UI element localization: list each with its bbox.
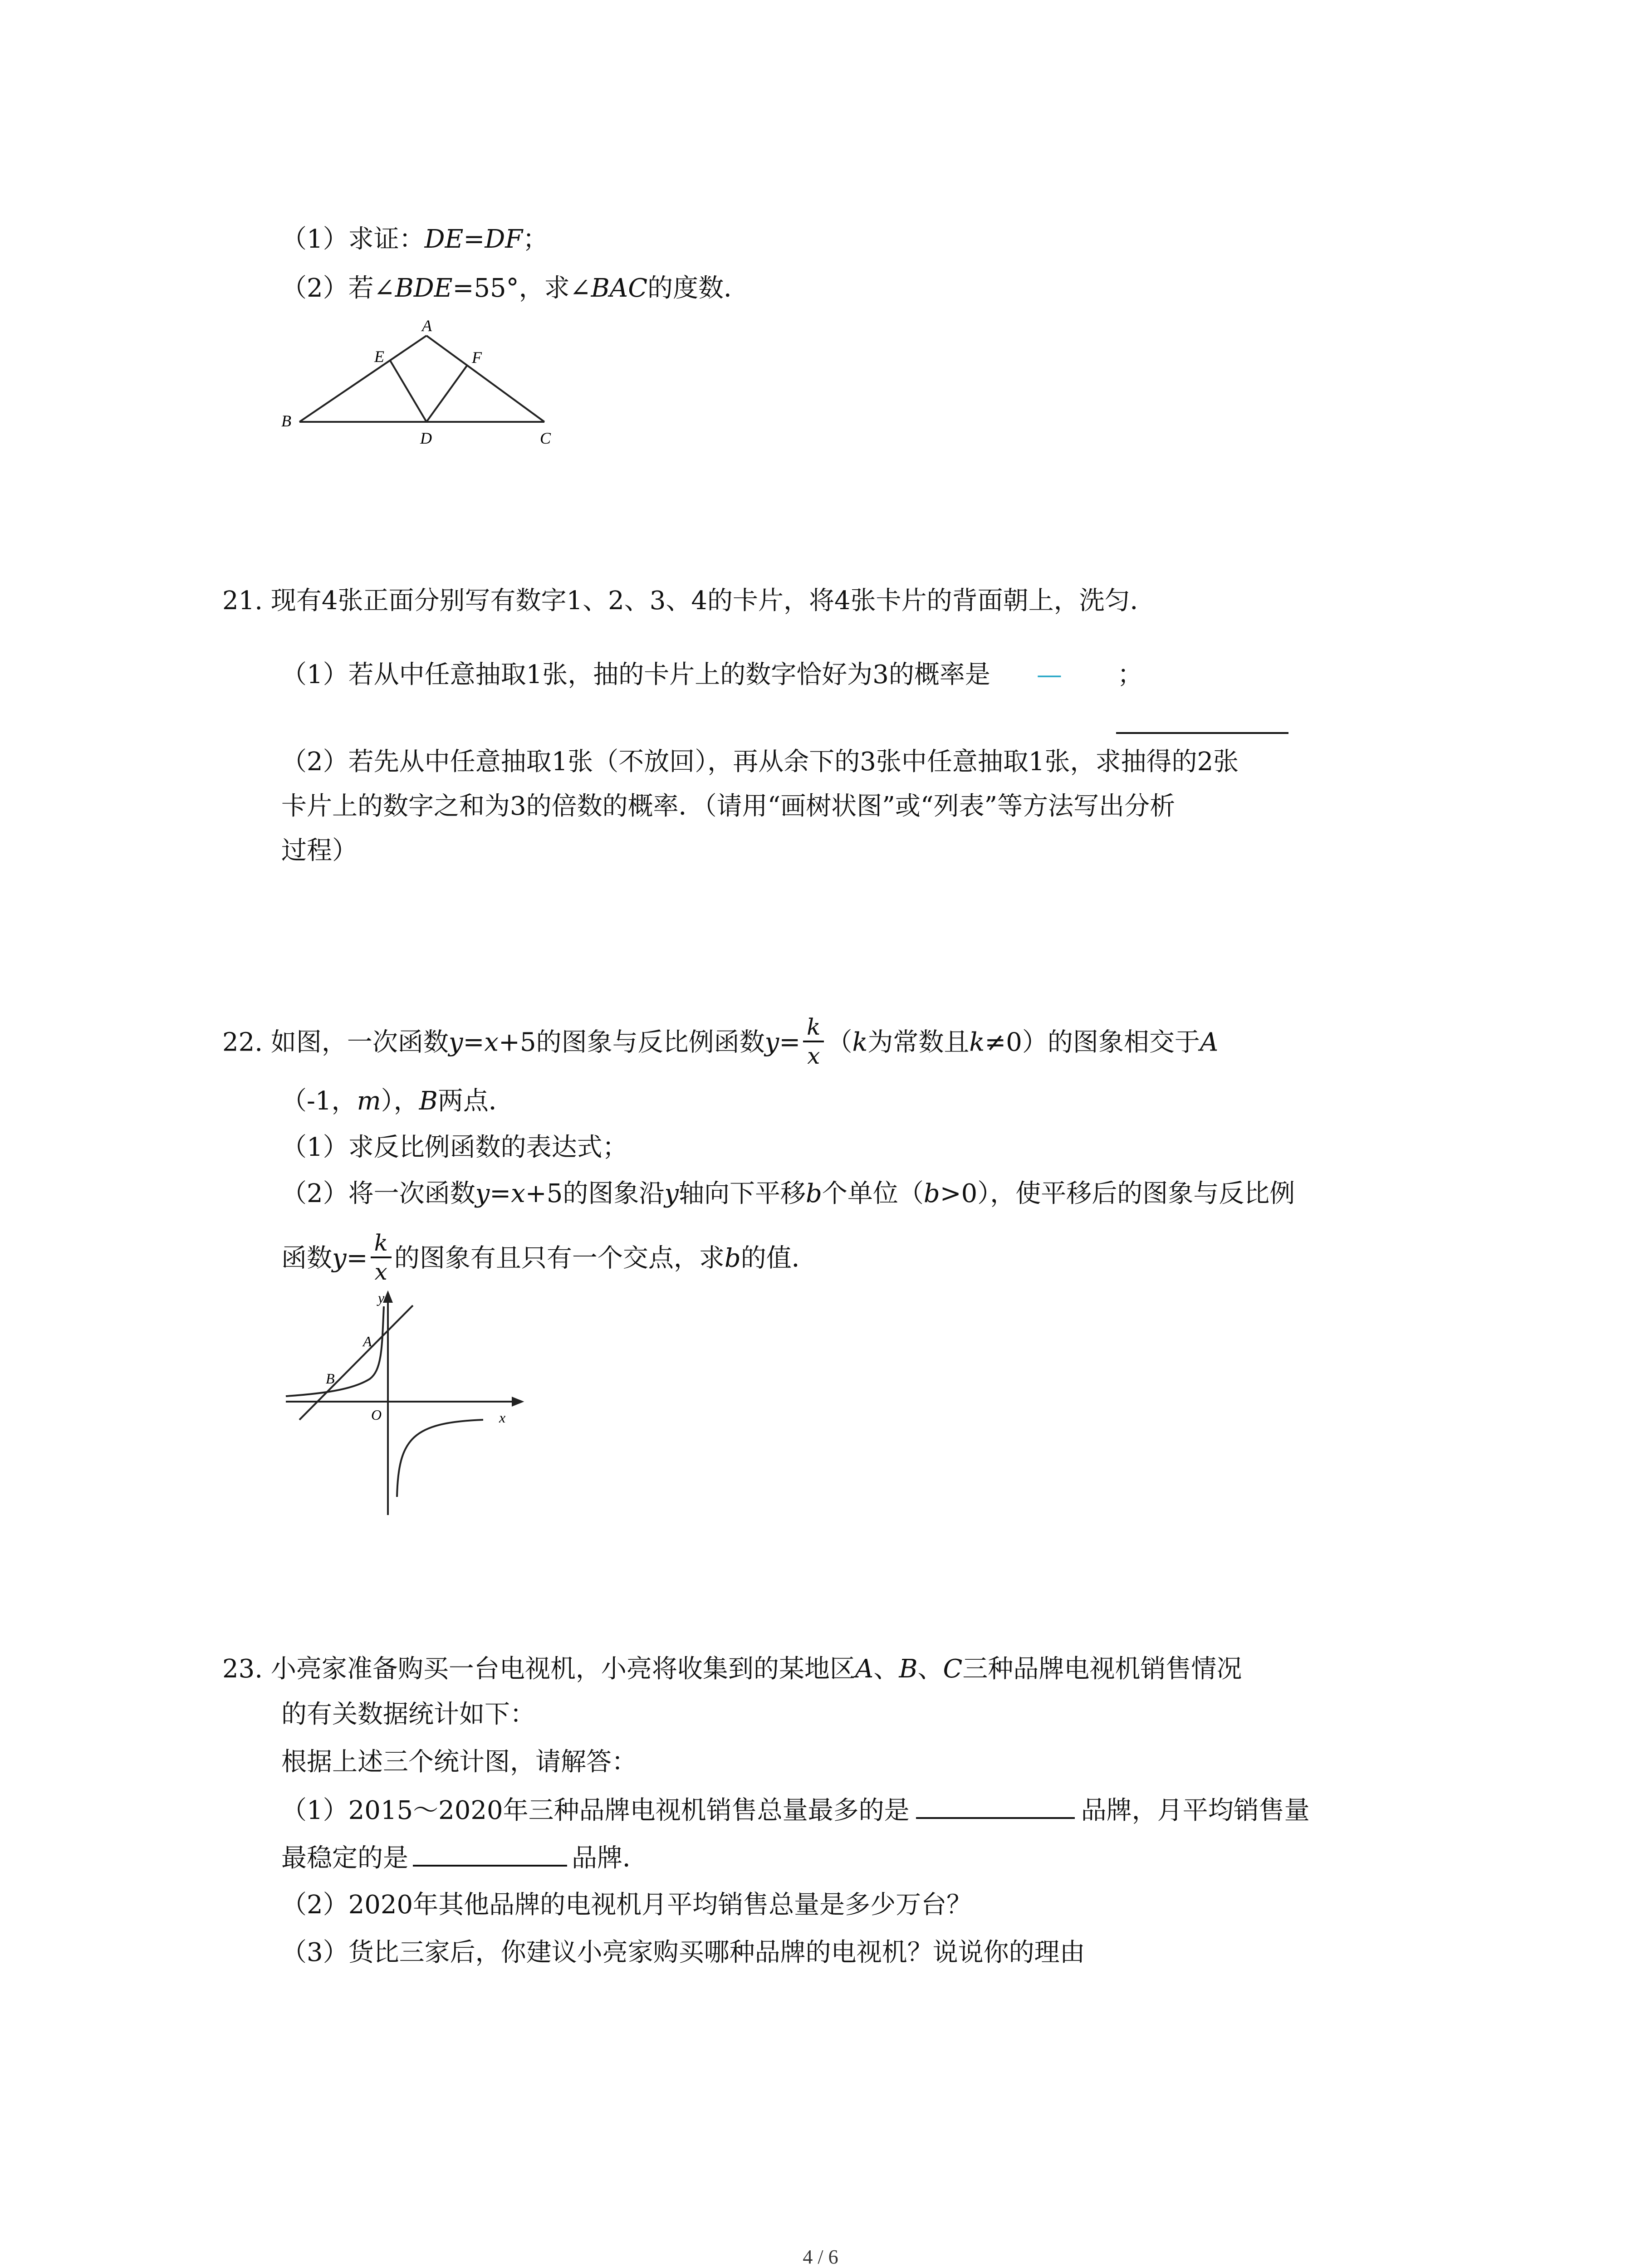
q21-answer-line: [1116, 732, 1288, 734]
fraction-k-over-x: $\frac{k}{x}$: [803, 1013, 824, 1070]
q20-part2: （2）若∠BDE=55°，求∠BAC的度数．: [281, 274, 749, 303]
axis-label-y: y: [378, 1290, 385, 1306]
answer-dash: —: [1036, 660, 1062, 689]
origin-label: O: [371, 1407, 382, 1423]
q22-part2-line2: 函数y= $\frac{k}{x}$ 的图象有且只有一个交点，求b的值．: [281, 1230, 817, 1285]
point-label-b: B: [281, 412, 291, 430]
point-label-a: A: [422, 317, 432, 335]
q20-part1: （1）求证：DE=DF；: [281, 225, 549, 254]
point-label-d: D: [420, 429, 432, 447]
q21-part2-line3: 过程）: [281, 836, 358, 865]
question-number: 22.: [222, 1027, 263, 1057]
question-number: 21.: [222, 586, 263, 616]
q21-part2-line1: （2）若先从中任意抽取1张（不放回），再从余下的3张中任意抽取1张，求抽得的2张: [281, 747, 1239, 777]
question-number: 23.: [222, 1654, 263, 1684]
triangle-figure: [272, 313, 590, 463]
q23-part2: （2）2020年其他品牌的电视机月平均销售总量是多少万台？: [281, 1890, 972, 1920]
q23-stem-line2: 的有关数据统计如下：: [281, 1700, 535, 1729]
page-number: 4 / 6: [803, 2246, 838, 2268]
answer-blank: [413, 1839, 567, 1867]
q22-stem-line2: （-1，m），B两点．: [281, 1086, 514, 1116]
answer-blank: [916, 1792, 1075, 1819]
q23-instruction: 根据上述三个统计图，请解答：: [281, 1747, 637, 1777]
function-graph-figure: [277, 1288, 531, 1524]
point-label-c: C: [540, 429, 551, 447]
q22-stem-line1: 22. 如图，一次函数y=x+5的图象与反比例函数y= $\frac{k}{x}$ （k为常数且k≠0）的图象相交于A: [222, 1014, 1219, 1069]
axis-label-x: x: [499, 1409, 506, 1426]
q22-part1: （1）求反比例函数的表达式；: [281, 1133, 628, 1162]
q23-part1-line2: 最稳定的是 品牌．: [281, 1839, 648, 1877]
point-label-a: A: [363, 1333, 372, 1349]
q23-stem-line1: 23. 小亮家准备购买一台电视机，小亮将收集到的某地区A、B、C三种品牌电视机销售情况: [222, 1654, 1242, 1684]
q23-part3: （3）货比三家后，你建议小亮家购买哪种品牌的电视机？说说你的理由: [281, 1938, 1085, 1967]
q22-part2-line1: （2）将一次函数y=x+5的图象沿y轴向下平移b个单位（b>0），使平移后的图象与反比例: [281, 1179, 1295, 1208]
q21-part2-line2: 卡片上的数字之和为3的倍数的概率．（请用“画树状图”或“列表”等方法写出分析: [281, 792, 1176, 821]
q21-stem: 21. 现有4张正面分别写有数字1、2、3、4的卡片，将4张卡片的背面朝上，洗匀．: [222, 586, 1156, 616]
fraction-k-over-x: $\frac{k}{x}$: [371, 1229, 392, 1286]
point-label-b: B: [326, 1370, 335, 1387]
q21-part1: （1）若从中任意抽取1张，抽的卡片上的数字恰好为3的概率是 — ；: [281, 657, 1143, 693]
point-label-f: F: [472, 348, 482, 367]
point-label-e: E: [374, 347, 384, 366]
q23-part1-line1: （1）2015～2020年三种品牌电视机销售总量最多的是 品牌，月平均销售量: [281, 1792, 1310, 1829]
